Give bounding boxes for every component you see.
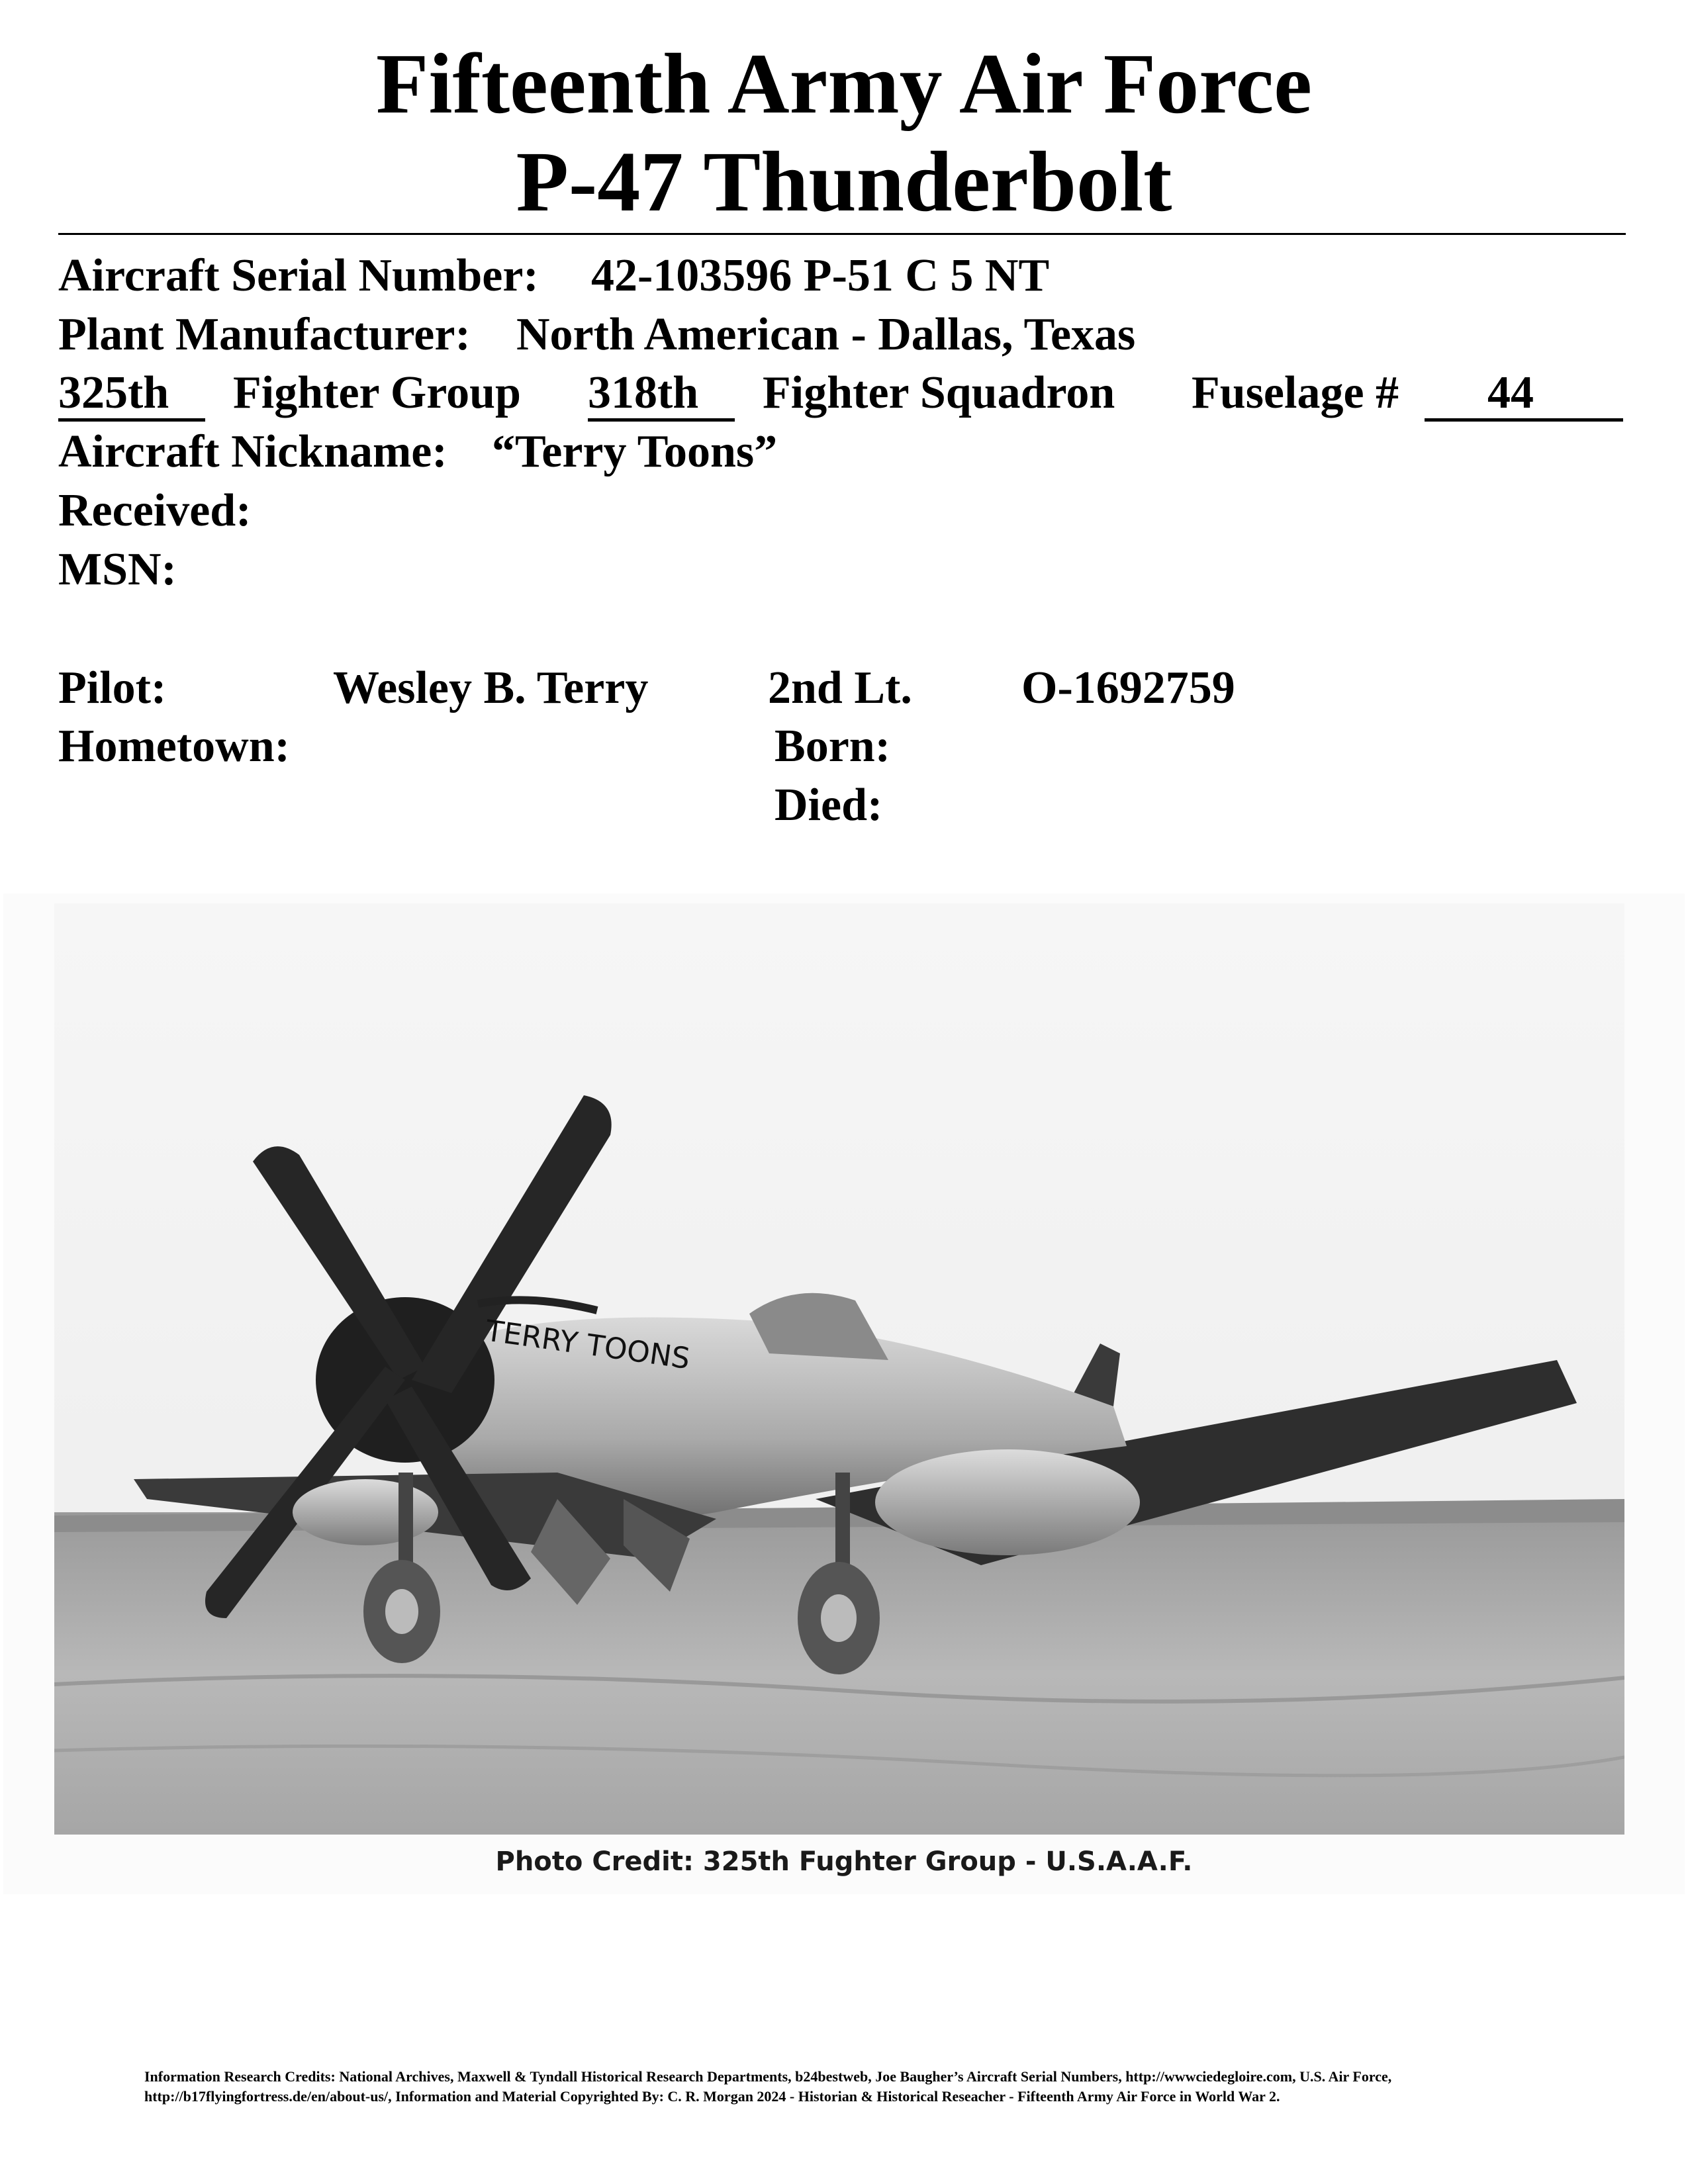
hometown-label: Hometown: [58, 721, 290, 772]
nickname-label: Aircraft Nickname: [58, 426, 447, 477]
research-credits [144, 2067, 1568, 2107]
fighter-group-number: 325th [58, 370, 205, 422]
manufacturer-label: Plant Manufacturer: [58, 309, 471, 360]
header-divider [58, 233, 1626, 235]
nose-art-text: TERRY TOONS [483, 1314, 692, 1377]
fighter-squadron-number: 318th [588, 370, 735, 422]
aircraft-photo [54, 903, 1624, 1835]
page-subtitle: P-47 Thunderbolt [516, 134, 1172, 230]
fuselage-value: 44 [1425, 370, 1623, 422]
fighter-squadron-label: Fighter Squadron [763, 367, 1115, 418]
received-label: Received: [58, 485, 252, 536]
credits-line-2: http://b17flyingfortress.de/en/about-us/, Information and Material Copyrighted By: C. R. Morgan 2024 - Historian & Historical Reseacher - Fifteenth Army Air Force in World War 2. [144, 2088, 1280, 2105]
photo-caption: Photo Credit: 325th Fughter Group - U.S.A.A.F. [495, 1846, 1193, 1877]
nickname-value: “Terry Toons” [492, 426, 778, 477]
pilot-service-number: O-1692759 [1021, 662, 1235, 713]
pilot-rank: 2nd Lt. [768, 662, 912, 713]
serial-value: 42-103596 P-51 C 5 NT [591, 250, 1050, 301]
page-title: Fifteenth Army Air Force [376, 36, 1312, 132]
pilot-label: Pilot: [58, 662, 167, 713]
credits-line-1: Information Research Credits: National Archives, Maxwell & Tyndall Historical Research Departments, b24bestweb, Joe Baugher’s Aircraft Serial Numbers, http://wwwciedegloire.com, U.S. Air Force, [144, 2068, 1392, 2085]
manufacturer-value: North American - Dallas, Texas [516, 309, 1136, 360]
msn-label: MSN: [58, 544, 177, 595]
serial-label: Aircraft Serial Number: [58, 250, 539, 301]
fuselage-label: Fuselage # [1192, 367, 1399, 418]
fighter-group-label: Fighter Group [233, 367, 521, 418]
died-label: Died: [774, 780, 883, 831]
born-label: Born: [774, 721, 890, 772]
pilot-name: Wesley B. Terry [333, 662, 649, 713]
